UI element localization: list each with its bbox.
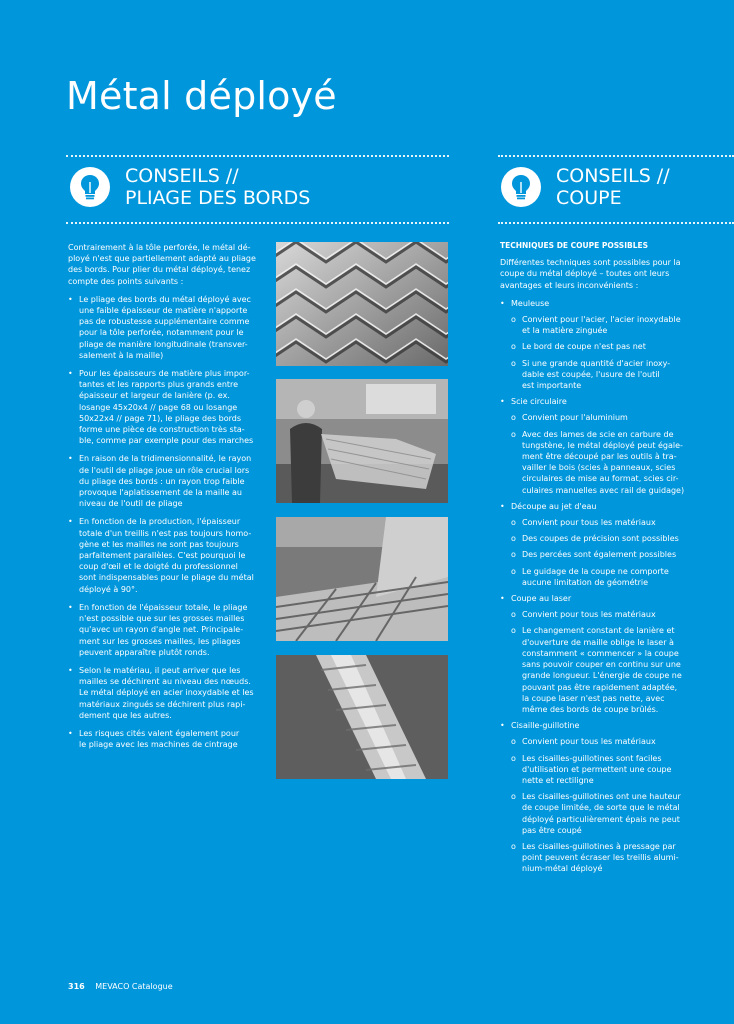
line: culaires manuelles avec rail de guidage) bbox=[522, 485, 685, 495]
technique-item bbox=[500, 593, 700, 715]
line: et la matière zinguée bbox=[522, 326, 608, 336]
line: épaisseur et largeur de lanière (p. ex. bbox=[79, 391, 230, 401]
line: ployé n'est que partiellement adapté au pliage bbox=[68, 254, 256, 264]
pliage-column bbox=[68, 242, 268, 757]
list-item bbox=[68, 453, 268, 509]
page-number: 316 bbox=[68, 982, 85, 991]
line: dable est coupée, l'usure de l'outil bbox=[522, 369, 660, 379]
line: coupe du métal déployé – toutes ont leurs bbox=[500, 269, 670, 279]
line: Si une grande quantité d'acier inoxy- bbox=[522, 358, 671, 368]
point-item bbox=[511, 314, 700, 336]
technique-name: Scie circulaire bbox=[511, 397, 567, 407]
line: déployé à 90°. bbox=[79, 584, 138, 594]
technique-name: Découpe au jet d'eau bbox=[511, 501, 597, 511]
coupe-intro bbox=[500, 257, 700, 291]
line: Le pliage des bords du métal déployé avec bbox=[79, 294, 251, 304]
coupe-list bbox=[500, 298, 700, 875]
line: dement que les autres. bbox=[79, 710, 172, 720]
line: Les cisailles-guillotines à pressage par bbox=[522, 841, 676, 851]
catalog-name: MEVACO Catalogue bbox=[95, 982, 173, 991]
technique-name: Meuleuse bbox=[511, 298, 550, 308]
list-item bbox=[68, 665, 268, 721]
line: d'ouverture de maille oblige le laser à bbox=[522, 637, 674, 647]
technique-points bbox=[511, 412, 700, 495]
line: Contrairement à la tôle perforée, le métal dé- bbox=[68, 243, 251, 252]
photo-expanded-metal-closeup bbox=[276, 242, 448, 366]
list-item bbox=[68, 516, 268, 594]
line: n'est possible que sur les grosses mailles bbox=[79, 614, 245, 624]
lightbulb-icon bbox=[501, 167, 541, 207]
point-item bbox=[511, 753, 700, 787]
technique-points bbox=[511, 314, 700, 391]
line: Le bord de coupe n'est pas net bbox=[522, 342, 646, 352]
divider-top-left bbox=[66, 155, 449, 157]
line: forme une pièce de construction très sta- bbox=[79, 425, 245, 435]
line: est importante bbox=[522, 381, 582, 391]
line: parfaitement parallèles. C'est pourquoi le bbox=[79, 551, 246, 561]
line: ment sur les grosses mailles, les pliages bbox=[79, 636, 241, 646]
list-item bbox=[68, 728, 268, 750]
technique-item bbox=[500, 298, 700, 391]
section-title-line2: PLIAGE DES BORDS bbox=[125, 187, 311, 209]
line: coup d'œil et le doigté du professionnel bbox=[79, 562, 238, 572]
line: de l'outil de pliage joue un rôle crucial lors bbox=[79, 465, 250, 475]
line: Différentes techniques sont possibles pour la bbox=[500, 258, 681, 268]
point-item bbox=[511, 566, 700, 588]
technique-item bbox=[500, 720, 700, 874]
line: Convient pour l'acier, l'acier inoxydable bbox=[522, 315, 681, 325]
line: même des bords de coupe brûlés. bbox=[522, 704, 659, 714]
line: niveau de l'outil de pliage bbox=[79, 499, 183, 509]
section-header-pliage bbox=[70, 165, 310, 209]
line: Le métal déployé en acier inoxydable et les bbox=[79, 688, 254, 698]
point-item bbox=[511, 609, 700, 620]
line: d'utilisation et permettent une coupe bbox=[522, 764, 672, 774]
coupe-column bbox=[500, 240, 700, 880]
list-item bbox=[68, 602, 268, 658]
line: Des percées sont également possibles bbox=[522, 550, 677, 560]
point-item bbox=[511, 625, 700, 715]
line: provoque l'aplatissement de la maille au bbox=[79, 488, 242, 498]
divider-top-right bbox=[498, 155, 734, 157]
point-item bbox=[511, 517, 700, 528]
line: losange 45x20x4 // page 68 ou losange bbox=[79, 402, 238, 412]
technique-points bbox=[511, 736, 700, 874]
photo-bending-machine bbox=[276, 517, 448, 641]
line: du pliage des bords : un rayon trop faible bbox=[79, 476, 245, 486]
section-title-pliage bbox=[125, 165, 310, 209]
point-item bbox=[511, 549, 700, 560]
point-item bbox=[511, 412, 700, 423]
line: avantages et leurs inconvénients : bbox=[500, 280, 639, 290]
line: point peuvent écraser les treillis alumi- bbox=[522, 853, 679, 863]
line: des bords. Pour plier du métal déployé, tenez bbox=[68, 265, 251, 275]
page-title: Métal déployé bbox=[66, 74, 337, 118]
line: une faible épaisseur de matière n'apporte bbox=[79, 306, 248, 316]
list-item bbox=[68, 294, 268, 361]
line: pour la tôle perforée, notamment pour le bbox=[79, 328, 244, 338]
line: qu'avec un rayon d'angle net. Principale- bbox=[79, 625, 244, 635]
pliage-list bbox=[68, 294, 268, 751]
point-item bbox=[511, 429, 700, 496]
line: pliage de manière longitudinale (transver- bbox=[79, 339, 248, 349]
line: En raison de la tridimensionnalité, le rayon bbox=[79, 454, 252, 464]
coupe-subheading: TECHNIQUES DE COUPE POSSIBLES bbox=[500, 241, 649, 250]
line: Avec des lames de scie en carbure de bbox=[522, 429, 674, 439]
line: pas être coupé bbox=[522, 825, 582, 835]
point-item bbox=[511, 736, 700, 747]
line: mailles se déchirent au niveau des nœuds. bbox=[79, 677, 251, 687]
line: compte des points suivants : bbox=[68, 276, 184, 286]
line: Le changement constant de lanière et bbox=[522, 626, 675, 636]
point-item bbox=[511, 533, 700, 544]
technique-item bbox=[500, 501, 700, 588]
line: totale d'un treillis n'est pas toujours homo- bbox=[79, 528, 252, 538]
line: matériaux zingués se déchirent plus rapi- bbox=[79, 699, 246, 709]
line: Le guidage de la coupe ne comporte bbox=[522, 566, 669, 576]
line: de coupe limitée, de sorte que le métal bbox=[522, 803, 680, 813]
line: Convient pour tous les matériaux bbox=[522, 737, 656, 747]
line: la coupe laser n'est pas nette, avec bbox=[522, 693, 665, 703]
point-item bbox=[511, 341, 700, 352]
lightbulb-icon bbox=[70, 167, 110, 207]
section-title-line1: CONSEILS // bbox=[125, 165, 239, 187]
line: Les cisailles-guillotines sont faciles bbox=[522, 753, 662, 763]
section-title-line1: CONSEILS // bbox=[556, 165, 670, 187]
line: Les risques cités valent également pour bbox=[79, 728, 240, 738]
pliage-intro bbox=[68, 242, 268, 287]
list-item bbox=[68, 368, 268, 446]
section-header-coupe bbox=[501, 165, 670, 209]
technique-name: Coupe au laser bbox=[511, 594, 572, 604]
point-item bbox=[511, 841, 700, 875]
line: gène et les mailles ne sont pas toujours bbox=[79, 539, 239, 549]
section-title-line2: COUPE bbox=[556, 187, 622, 209]
technique-points bbox=[511, 609, 700, 715]
line: Convient pour l'aluminium bbox=[522, 413, 628, 423]
line: circulaires de mise au format, scies cir- bbox=[522, 474, 679, 484]
divider-bottom-left bbox=[66, 222, 449, 224]
line: En fonction de la production, l'épaisseur bbox=[79, 517, 241, 527]
point-item bbox=[511, 791, 700, 836]
line: constamment « commencer » la coupe bbox=[522, 648, 679, 658]
line: nette et rectiligne bbox=[522, 775, 594, 785]
point-item bbox=[511, 358, 700, 392]
line: sans pouvoir couper en continu sur une bbox=[522, 660, 681, 670]
line: salement à la maille) bbox=[79, 350, 164, 360]
line: Pour les épaisseurs de matière plus impor- bbox=[79, 369, 250, 379]
section-title-coupe bbox=[556, 165, 670, 209]
page-footer bbox=[68, 982, 173, 991]
line: Les cisailles-guillotines ont une hauteur bbox=[522, 792, 681, 802]
line: 50x22x4 // page 71), le pliage des bords bbox=[79, 413, 242, 423]
line: Selon le matériau, il peut arriver que les bbox=[79, 665, 241, 675]
line: tungstène, le métal déployé peut égale- bbox=[522, 440, 683, 450]
divider-bottom-right bbox=[498, 222, 734, 224]
line: le pliage avec les machines de cintrage bbox=[79, 740, 238, 750]
line: Convient pour tous les matériaux bbox=[522, 610, 656, 620]
line: En fonction de l'épaisseur totale, le pliage bbox=[79, 602, 248, 612]
line: peuvent apparaître plutôt ronds. bbox=[79, 647, 210, 657]
line: tantes et les rapports plus grands entre bbox=[79, 380, 239, 390]
line: Convient pour tous les matériaux bbox=[522, 518, 656, 528]
technique-name: Cisaille-guillotine bbox=[511, 721, 580, 731]
line: pas de robustesse supplémentaire comme bbox=[79, 317, 250, 327]
line: aucune limitation de géométrie bbox=[522, 577, 649, 587]
line: déployé particulièrement épais ne peut bbox=[522, 814, 680, 824]
line: Des coupes de précision sont possibles bbox=[522, 534, 679, 544]
line: grande longueur. L'énergie de coupe ne bbox=[522, 671, 682, 681]
line: ment être découpé par les outils à tra- bbox=[522, 452, 677, 462]
photo-worker-bending bbox=[276, 379, 448, 503]
line: vailler le bois (scies à panneaux, scies bbox=[522, 463, 676, 473]
technique-points bbox=[511, 517, 700, 588]
line: sont indispensables pour le pliage du métal bbox=[79, 573, 254, 583]
technique-item bbox=[500, 396, 700, 496]
line: pouvant pas être rapidement adaptée, bbox=[522, 682, 678, 692]
line: nium-métal déployé bbox=[522, 864, 603, 874]
photo-bent-profile bbox=[276, 655, 448, 779]
line: ble, comme par exemple pour des marches bbox=[79, 436, 254, 446]
